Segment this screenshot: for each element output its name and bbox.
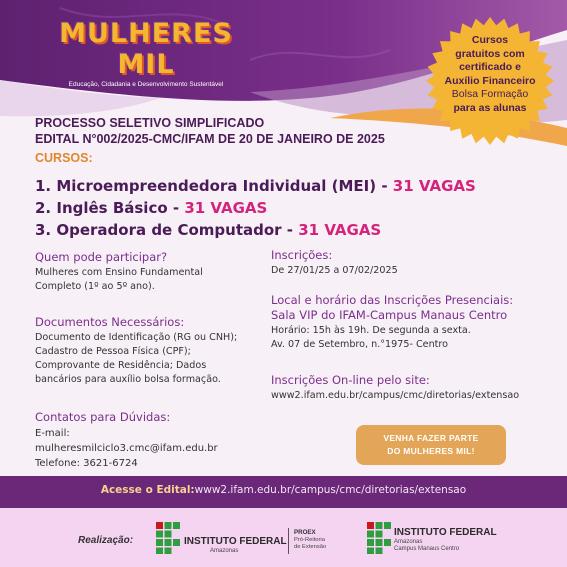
who-can-participate-title: Quem pode participar? <box>35 250 168 264</box>
if-state: Amazonas <box>210 548 239 554</box>
if-logo-icon <box>156 522 180 554</box>
documents-title: Documentos Necessários: <box>35 315 185 329</box>
course-item-operadora <box>35 221 381 239</box>
email-label: E-mail: <box>35 428 70 439</box>
text-line: Documento de Identificação (RG ou CNH); <box>35 332 238 343</box>
registration-title: Inscrições: <box>271 248 333 262</box>
cta-line: VENHA FAZER PARTE <box>383 433 479 443</box>
email-address: mulheresmilciclo3.cmc@ifam.edu.br <box>35 443 218 454</box>
who-can-participate-text <box>35 266 203 294</box>
badge-line: para as alunas <box>453 101 527 114</box>
course-item-ingles <box>35 199 267 217</box>
text-line: Horário: 15h às 19h. De segunda a sexta. <box>271 325 471 336</box>
text-line: bancários para auxílio bolsa formação. <box>35 374 221 385</box>
realizacao-label: Realização: <box>78 535 134 546</box>
proex-line: de Extensão <box>294 544 327 550</box>
edital-url[interactable]: www2.ifam.edu.br/campus/cmc/diretorias/extensao <box>194 484 467 496</box>
courses-label: CURSOS: <box>35 151 93 165</box>
if-name: INSTITUTO FEDERAL <box>184 536 287 547</box>
text-line: Comprovante de Residência; Dados <box>35 360 207 371</box>
course-vagas: 31 VAGAS <box>392 177 476 195</box>
in-person-title-line: Local e horário das Inscrições Presenciais: <box>271 293 514 307</box>
text-line: Completo (1º ao 5º ano). <box>35 281 155 292</box>
online-registration-title: Inscrições On-line pelo site: <box>271 373 430 387</box>
if-name-campus: INSTITUTO FEDERAL <box>394 527 497 538</box>
proex-title: PROEX <box>294 529 316 536</box>
registration-dates: De 27/01/25 a 07/02/2025 <box>271 265 398 276</box>
edital-link[interactable] <box>0 484 567 496</box>
if-campus-sub <box>394 539 459 553</box>
if-campus-state: Amazonas <box>394 539 423 545</box>
in-person-details <box>271 324 471 352</box>
course-name: 3. Operadora de Computador - <box>35 221 299 239</box>
cta-line: DO MULHERES MIL! <box>387 446 475 456</box>
phone: Telefone: 3621-6724 <box>35 458 138 469</box>
if-campus-name: Campus Manaus Centro <box>394 546 460 552</box>
if-logo-icon <box>367 522 391 554</box>
course-item-mei <box>35 177 476 195</box>
process-title: PROCESSO SELETIVO SIMPLIFICADO <box>35 116 265 130</box>
text-line: Av. 07 de Setembro, n.°1975- Centro <box>271 339 449 350</box>
join-cta-button[interactable] <box>356 425 506 465</box>
in-person-place: Sala VIP do IFAM-Campus Manaus Centro <box>271 308 508 322</box>
benefits-badge <box>425 16 555 146</box>
contacts-text <box>35 426 218 471</box>
proex-block <box>294 529 326 551</box>
edital-label: Acesse o Edital: <box>100 484 195 496</box>
course-vagas: 31 VAGAS <box>298 221 382 239</box>
logo-wordmark: MULHERES MIL <box>59 18 233 80</box>
text-line: Mulheres com Ensino Fundamental <box>35 267 203 278</box>
course-name: 2. Inglês Básico - <box>35 199 185 217</box>
badge-line: Bolsa Formação <box>451 88 529 100</box>
proex-line: Pró-Reitoria <box>294 537 325 543</box>
badge-line: Auxílio Financeiro <box>444 74 536 87</box>
badge-line: gratuitos com <box>455 47 525 60</box>
online-registration-url[interactable]: www2.ifam.edu.br/campus/cmc/diretorias/extensao <box>271 390 520 401</box>
edital-number: EDITAL N°002/2025-CMC/IFAM DE 20 DE JANEIRO DE 2025 <box>35 132 385 146</box>
badge-line: certificado e <box>459 61 521 73</box>
documents-list <box>35 331 237 387</box>
badge-line: Cursos <box>471 34 509 46</box>
logo-subtitle: Educação, Cidadania e Desenvolvimento Sustentável <box>68 81 224 88</box>
mulheres-mil-logo <box>56 18 236 88</box>
in-person-title <box>271 293 513 323</box>
process-heading <box>35 115 385 147</box>
contacts-title: Contatos para Dúvidas: <box>35 410 171 424</box>
badge-text <box>425 34 555 115</box>
course-name: 1. Microempreendedora Individual (MEI) - <box>35 177 393 195</box>
course-vagas: 31 VAGAS <box>184 199 268 217</box>
divider <box>288 528 289 554</box>
text-line: Cadastro de Pessoa Física (CPF); <box>35 346 191 357</box>
